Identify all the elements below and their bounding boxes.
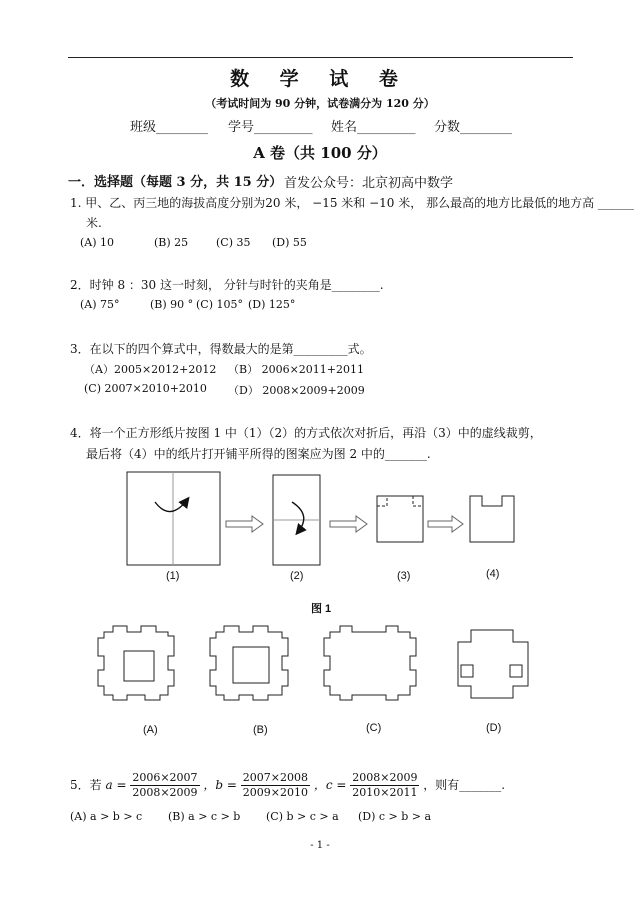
q5-c-var: ，c = bbox=[313, 778, 347, 792]
fraction-a-denominator: 2008×2009 bbox=[132, 786, 198, 799]
field-score: 分数________ bbox=[434, 120, 513, 135]
q4-text-cont: 最后将（4）中的纸片打开铺平所得的图案应为图 2 中的_______. bbox=[86, 447, 431, 461]
q1-option-b: (B) 25 bbox=[154, 236, 189, 249]
step-label-3: (3) bbox=[397, 570, 411, 582]
q2-option-c: (C) 105° bbox=[196, 298, 243, 311]
step-label-1: (1) bbox=[166, 570, 180, 582]
q2-text: 2．时钟 8 ：30 这一时刻， 分针与时针的夹角是________. bbox=[70, 278, 384, 292]
watermark-note: 首发公众号：北京初高中数学 bbox=[284, 176, 454, 191]
top-rule bbox=[68, 57, 573, 58]
fraction-a-numerator: 2006×2007 bbox=[132, 771, 198, 784]
step-label-2: (2) bbox=[290, 570, 304, 582]
q5-option-b: (B) a > c > b bbox=[168, 810, 241, 823]
fraction-b bbox=[241, 771, 310, 800]
fold-step-4-figure bbox=[470, 496, 514, 542]
q5-option-a: (A) a > b > c bbox=[70, 810, 143, 823]
arrow-icon bbox=[226, 516, 263, 532]
q5-line bbox=[70, 771, 505, 800]
q5-option-c: (C) b > c > a bbox=[266, 810, 339, 823]
page-title: 数 学 试 卷 bbox=[230, 68, 410, 90]
q1-text-cont: 米. bbox=[86, 216, 102, 230]
arrow-icon bbox=[330, 516, 367, 532]
arrow-icon bbox=[428, 516, 463, 532]
field-class: 班级________ bbox=[130, 120, 209, 135]
part1-heading: 一．选择题（每题 3 分，共 15 分） bbox=[68, 175, 283, 190]
step-label-4: (4) bbox=[486, 568, 500, 580]
q1-option-c: (C) 35 bbox=[216, 236, 251, 249]
answer-figure-c bbox=[324, 626, 416, 700]
fraction-a bbox=[130, 771, 199, 800]
answer-label-b: (B) bbox=[253, 724, 268, 736]
q2-option-a: (A) 75° bbox=[80, 298, 120, 311]
q5-option-d: (D) c > b > a bbox=[358, 810, 432, 823]
fraction-c bbox=[350, 771, 419, 800]
figure-1-caption: 图 1 bbox=[311, 603, 332, 615]
q3-option-c: (C) 2007×2010+2010 bbox=[84, 382, 207, 395]
q2-option-d: (D) 125° bbox=[248, 298, 296, 311]
answer-label-d: (D) bbox=[486, 722, 502, 734]
q4-text: 4．将一个正方形纸片按图 1 中（1）（2）的方式依次对折后，再沿（3）中的虚线裁剪， bbox=[70, 426, 542, 440]
answer-figure-d bbox=[458, 630, 528, 698]
q1-option-d: (D) 55 bbox=[272, 236, 307, 249]
q5-b-var: ，b = bbox=[203, 778, 237, 792]
q5-prefix: 5．若 bbox=[70, 778, 102, 792]
q1-text: 1. 甲、乙、丙三地的海拔高度分别为20 米， −15 米和 −10 米， 那么最高的地方比最低的地方高 ______ bbox=[70, 196, 634, 210]
fold-step-2-figure bbox=[273, 475, 320, 565]
fraction-b-denominator: 2009×2010 bbox=[242, 786, 308, 799]
q5-a-var: a = bbox=[105, 778, 127, 792]
section-a-title: A 卷（共 100 分） bbox=[253, 144, 387, 162]
exam-subtitle: （考试时间为 90 分钟，试卷满分为 120 分） bbox=[205, 97, 435, 110]
field-name: 姓名_________ bbox=[331, 120, 416, 135]
q3-option-b: （B） 2006×2011+2011 bbox=[228, 363, 364, 376]
q3-option-a: （A）2005×2012+2012 bbox=[84, 363, 217, 376]
answer-figure-b bbox=[210, 626, 288, 700]
fold-step-3-figure bbox=[377, 496, 423, 542]
q3-text: 3．在以下的四个算式中，得数最大的是第_________式。 bbox=[70, 342, 372, 356]
answer-label-c: (C) bbox=[366, 722, 382, 734]
field-student-id: 学号_________ bbox=[228, 120, 313, 135]
q5-suffix: ，则有_______. bbox=[423, 778, 506, 792]
fraction-b-numerator: 2007×2008 bbox=[242, 771, 308, 784]
fold-step-1-figure bbox=[127, 472, 220, 565]
q4-figures bbox=[0, 460, 640, 750]
q1-option-a: (A) 10 bbox=[80, 236, 115, 249]
fraction-c-denominator: 2010×2011 bbox=[352, 786, 418, 799]
q3-option-d: （D） 2008×2009+2009 bbox=[228, 384, 365, 397]
answer-label-a: (A) bbox=[143, 724, 158, 736]
page-number: - 1 - bbox=[310, 840, 330, 851]
fraction-c-numerator: 2008×2009 bbox=[352, 771, 418, 784]
answer-figure-a bbox=[98, 626, 174, 700]
q2-option-b: (B) 90 ° bbox=[150, 298, 194, 311]
